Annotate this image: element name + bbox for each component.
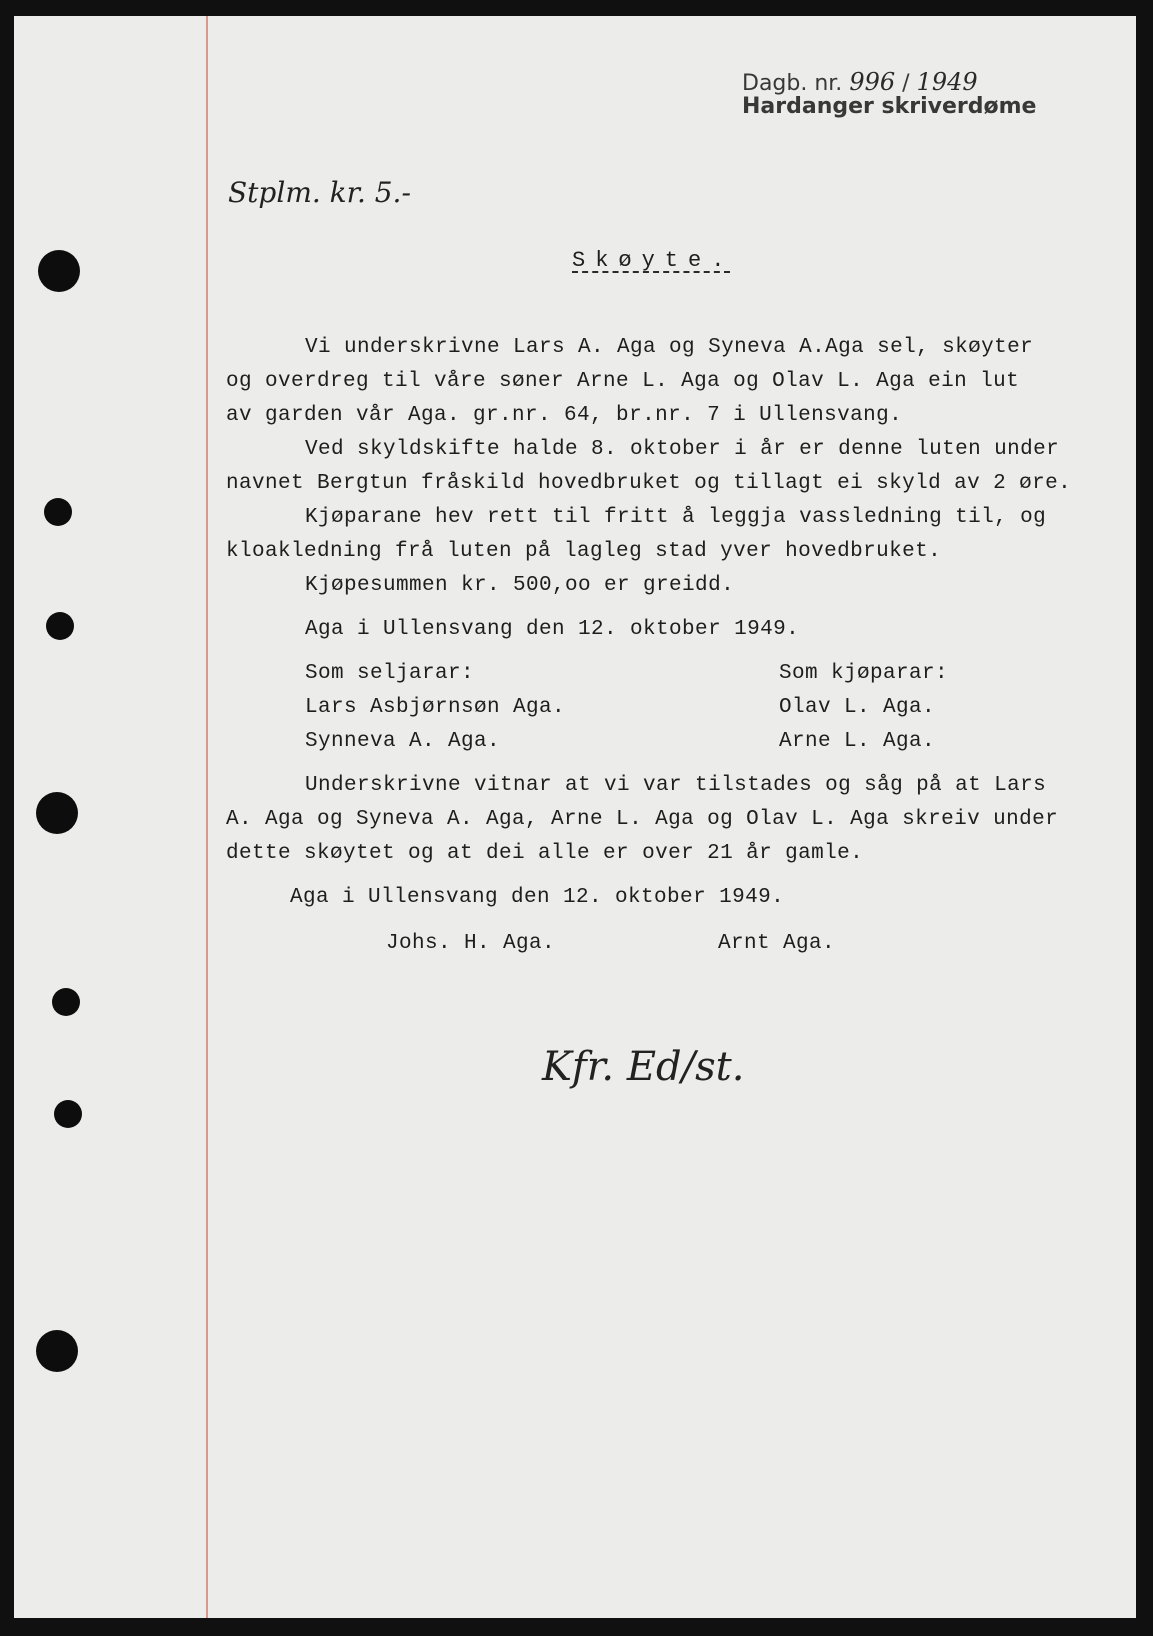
witness-line: dette skøytet og at dei alle er over 21 år gamle. [226, 842, 864, 865]
place-date: Aga i Ullensvang den 12. oktober 1949. [290, 886, 785, 909]
place-date: Aga i Ullensvang den 12. oktober 1949. [305, 618, 800, 641]
buyer-name: Arne L. Aga. [779, 730, 936, 753]
stamp-number: 996 [849, 68, 896, 96]
buyer-name: Olav L. Aga. [779, 696, 936, 719]
punch-hole [38, 250, 80, 292]
stamp-office: Hardanger skriverdøme [742, 94, 1037, 119]
punch-hole [54, 1100, 82, 1128]
buyers-heading: Som kjøparar: [779, 662, 949, 685]
stamp-label: Dagb. nr. [742, 71, 843, 96]
punch-hole [44, 498, 72, 526]
stamp-year: 1949 [916, 68, 978, 96]
witness-name: Arnt Aga. [718, 932, 836, 955]
seller-name: Synneva A. Aga. [305, 730, 501, 753]
title-underline [572, 271, 730, 273]
margin-line [206, 16, 208, 1618]
punch-hole [36, 792, 78, 834]
body-line: Vi underskrivne Lars A. Aga og Syneva A.Aga sel, skøyter [305, 336, 1034, 359]
body-line: Kjøparane hev rett til fritt å leggja vassledning til, og [305, 506, 1047, 529]
punch-hole [46, 612, 74, 640]
document-page [14, 16, 1136, 1618]
handwritten-stamp-duty: Stplm. kr. 5.- [228, 176, 411, 209]
punch-hole [52, 988, 80, 1016]
witness-line: Underskrivne vitnar at vi var tilstades og såg på at Lars [305, 774, 1047, 797]
document-title: Skøyte. [572, 248, 735, 273]
handwritten-reference: Kfr. Ed/st. [542, 1044, 745, 1090]
body-line: og overdreg til våre søner Arne L. Aga og Olav L. Aga ein lut [226, 370, 1020, 393]
body-line: kloakledning frå luten på lagleg stad yver hovedbruket. [226, 540, 942, 563]
witness-name: Johs. H. Aga. [386, 932, 556, 955]
journal-stamp [742, 68, 1036, 119]
punch-hole [36, 1330, 78, 1372]
body-line: Ved skyldskifte halde 8. oktober i år er denne luten under [305, 438, 1060, 461]
body-line: av garden vår Aga. gr.nr. 64, br.nr. 7 i Ullensvang. [226, 404, 903, 427]
body-line: navnet Bergtun fråskild hovedbruket og tillagt ei skyld av 2 øre. [226, 472, 1072, 495]
witness-line: A. Aga og Syneva A. Aga, Arne L. Aga og Olav L. Aga skreiv under [226, 808, 1059, 831]
sellers-heading: Som seljarar: [305, 662, 475, 685]
body-line: Kjøpesummen kr. 500,oo er greidd. [305, 574, 735, 597]
seller-name: Lars Asbjørnsøn Aga. [305, 696, 566, 719]
stamp-separator: / [902, 71, 910, 96]
